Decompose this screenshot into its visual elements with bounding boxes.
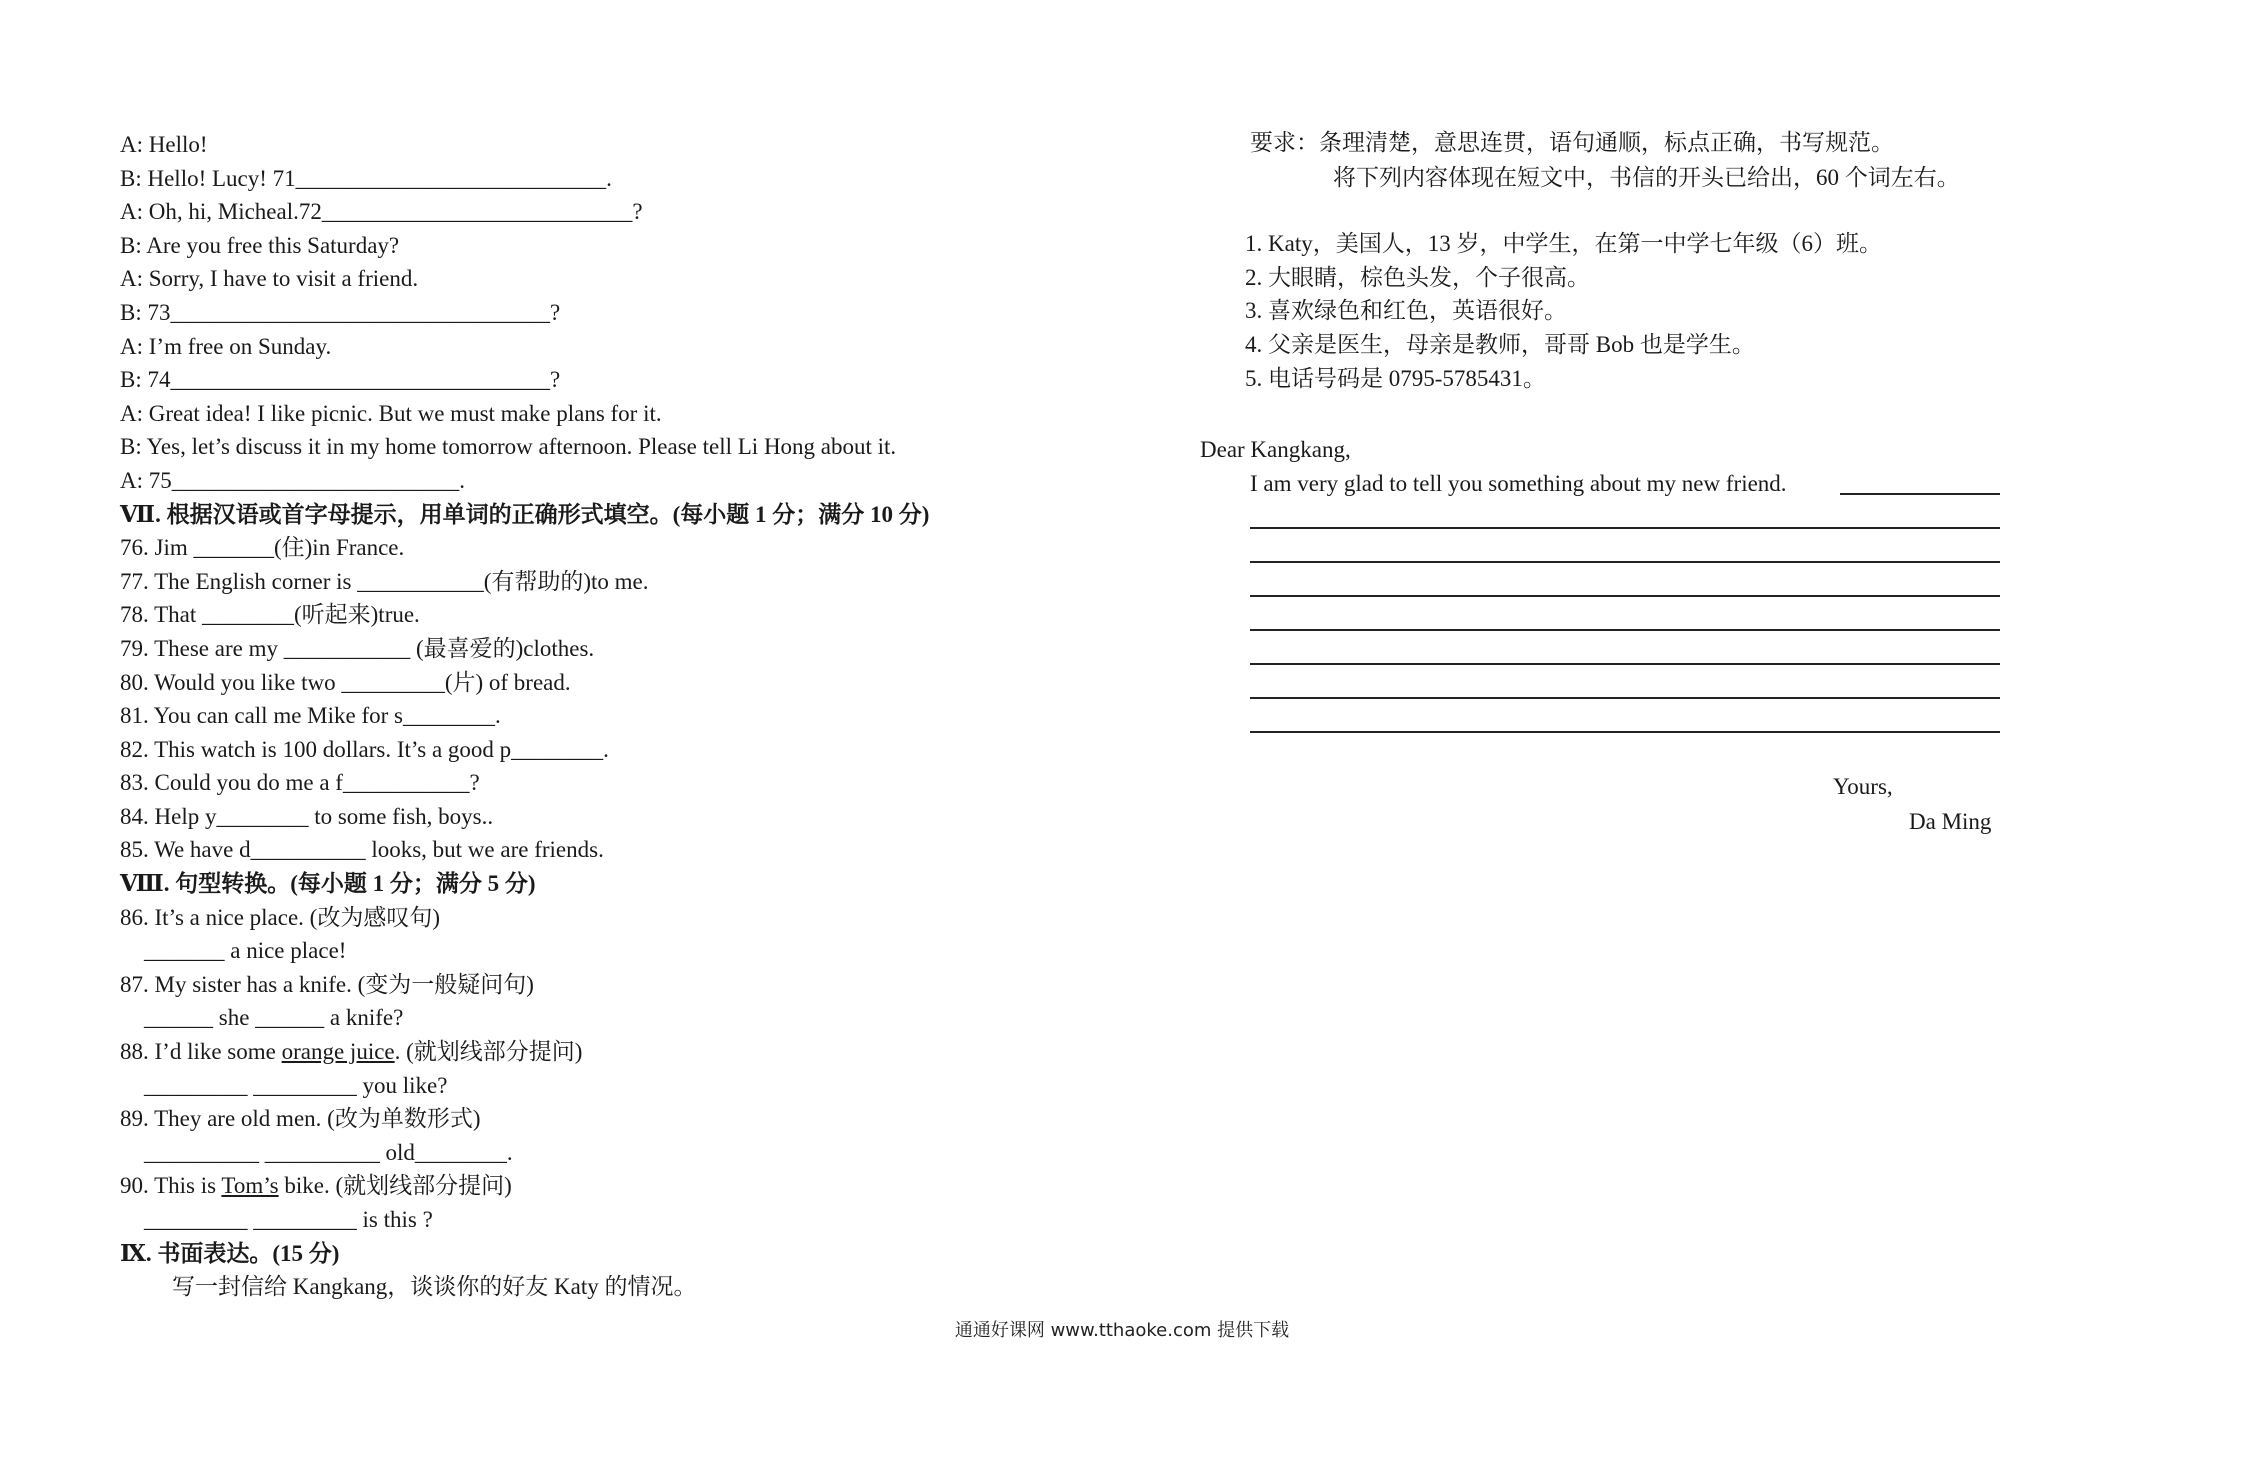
line-text: 90. This is	[120, 1173, 222, 1199]
line-text: _______ a nice place!	[144, 938, 347, 964]
writing-line[interactable]	[1250, 629, 2000, 631]
question-line	[120, 1136, 1140, 1170]
line-text: 81. You can call me Mike for s________.	[120, 703, 501, 729]
writing-line[interactable]	[1250, 697, 2000, 699]
line-text: B: Are you free this Saturday?	[120, 232, 400, 258]
question-line	[120, 598, 1140, 632]
question-line	[120, 1270, 1140, 1304]
question-line	[120, 934, 1140, 968]
line-text: 写一封信给 Kangkang，谈谈你的好友 Katy 的情况。	[172, 1274, 697, 1300]
line-text: 86. It’s a nice place. (改为感叹句)	[120, 904, 440, 930]
line-text: 77. The English corner is ___________(有帮助的)to me.	[120, 568, 649, 594]
line-text-after: . (就划线部分提问)	[394, 1039, 583, 1065]
question-line	[120, 128, 1140, 162]
question-line	[120, 632, 1140, 666]
line-text: 82. This watch is 100 dollars. It’s a good p________.	[120, 736, 609, 762]
line-text: B: 73_________________________________?	[120, 299, 561, 325]
line-text: 89. They are old men. (改为单数形式)	[120, 1106, 481, 1132]
line-text: 88. I’d like some	[120, 1039, 282, 1065]
underlined-text: Tom’s	[221, 1173, 279, 1199]
content-item: 2. 大眼睛，棕色头发，个子很高。	[1245, 265, 1590, 290]
line-text: B: 74_________________________________?	[120, 367, 561, 393]
line-text: 80. Would you like two _________(片) of bread.	[120, 669, 571, 695]
letter-greeting: Dear Kangkang,	[1200, 437, 1351, 462]
line-text: A: 75_________________________.	[120, 467, 465, 493]
letter-closing: Yours,	[1833, 774, 1893, 799]
line-text: __________ __________ old________.	[144, 1139, 513, 1165]
section-heading	[120, 1237, 1140, 1271]
question-line	[120, 363, 1140, 397]
question-line	[120, 699, 1140, 733]
question-line	[120, 1001, 1140, 1035]
question-line	[120, 733, 1140, 767]
line-text: 76. Jim _______(住)in France.	[120, 535, 405, 561]
line-text: B: Yes, let’s discuss it in my home tomorrow afternoon. Please tell Li Hong about it.	[120, 434, 897, 460]
question-line	[120, 430, 1140, 464]
question-line	[120, 800, 1140, 834]
writing-line[interactable]	[1250, 595, 2000, 597]
line-text: 85. We have d__________ looks, but we are friends.	[120, 837, 604, 863]
question-line	[120, 330, 1140, 364]
line-text: A: Sorry, I have to visit a friend.	[120, 266, 419, 292]
question-line	[120, 1035, 1140, 1069]
question-line	[120, 968, 1140, 1002]
section-heading	[120, 498, 1140, 532]
line-text: 87. My sister has a knife. (变为一般疑问句)	[120, 971, 534, 997]
writing-line[interactable]	[1250, 731, 2000, 733]
question-line	[120, 1102, 1140, 1136]
question-line	[120, 766, 1140, 800]
question-line	[120, 666, 1140, 700]
question-line	[120, 229, 1140, 263]
writing-line[interactable]	[1250, 527, 2000, 529]
question-line	[120, 397, 1140, 431]
content-item: 3. 喜欢绿色和红色，英语很好。	[1245, 298, 1567, 323]
content-item: 4. 父亲是医生，母亲是教师，哥哥 Bob 也是学生。	[1245, 332, 1755, 357]
line-text: Ⅶ. 根据汉语或首字母提示，用单词的正确形式填空。(每小题 1 分；满分 10 分)	[120, 501, 930, 527]
content-item: 5. 电话号码是 0795-5785431。	[1245, 366, 1546, 391]
line-text: A: I’m free on Sunday.	[120, 333, 332, 359]
question-line	[120, 262, 1140, 296]
line-text-after: bike. (就划线部分提问)	[278, 1173, 512, 1199]
question-line	[120, 195, 1140, 229]
line-text: A: Great idea! I like picnic. But we must make plans for it.	[120, 400, 662, 426]
line-text: Ⅷ. 句型转换。(每小题 1 分；满分 5 分)	[120, 871, 536, 897]
question-line	[120, 901, 1140, 935]
question-line	[120, 565, 1140, 599]
question-line	[120, 162, 1140, 196]
line-text: A: Oh, hi, Micheal.72___________________________?	[120, 199, 643, 225]
writing-line[interactable]	[1250, 561, 2000, 563]
line-text: 79. These are my ___________ (最喜爱的)clothes.	[120, 635, 595, 661]
section-heading	[120, 867, 1140, 901]
line-text: _________ _________ you like?	[144, 1072, 448, 1098]
writing-line[interactable]	[1250, 663, 2000, 665]
requirement-line-2: 将下列内容体现在短文中，书信的开头已给出，60 个词左右。	[1333, 165, 1960, 190]
requirement-line-1: 要求：条理清楚，意思连贯，语句通顺，标点正确，书写规范。	[1250, 130, 1894, 155]
left-column	[120, 128, 1140, 1304]
line-text: B: Hello! Lucy! 71___________________________.	[120, 165, 612, 191]
line-text: 78. That ________(听起来)true.	[120, 602, 420, 628]
line-text: 83. Could you do me a f___________?	[120, 770, 480, 796]
question-line	[120, 833, 1140, 867]
footer-source: 通通好课网 www.tthaoke.com 提供下载	[954, 1320, 1290, 1341]
line-text: ______ she ______ a knife?	[144, 1005, 404, 1031]
question-line	[120, 296, 1140, 330]
question-line	[120, 464, 1140, 498]
question-line	[120, 1203, 1140, 1237]
question-line	[120, 531, 1140, 565]
question-line	[120, 1169, 1140, 1203]
underlined-text: orange juice	[281, 1039, 395, 1065]
line-text: A: Hello!	[120, 132, 208, 157]
line-text: Ⅸ. 书面表达。(15 分)	[120, 1240, 340, 1266]
content-item: 1. Katy，美国人，13 岁，中学生，在第一中学七年级（6）班。	[1245, 231, 1882, 256]
letter-opening: I am very glad to tell you something about my new friend.	[1250, 471, 1787, 496]
writing-line[interactable]	[1840, 493, 2000, 495]
line-text: _________ _________ is this ?	[144, 1207, 433, 1232]
question-line	[120, 1069, 1140, 1103]
line-text: 84. Help y________ to some fish, boys..	[120, 803, 494, 829]
letter-signature: Da Ming	[1909, 809, 1992, 834]
